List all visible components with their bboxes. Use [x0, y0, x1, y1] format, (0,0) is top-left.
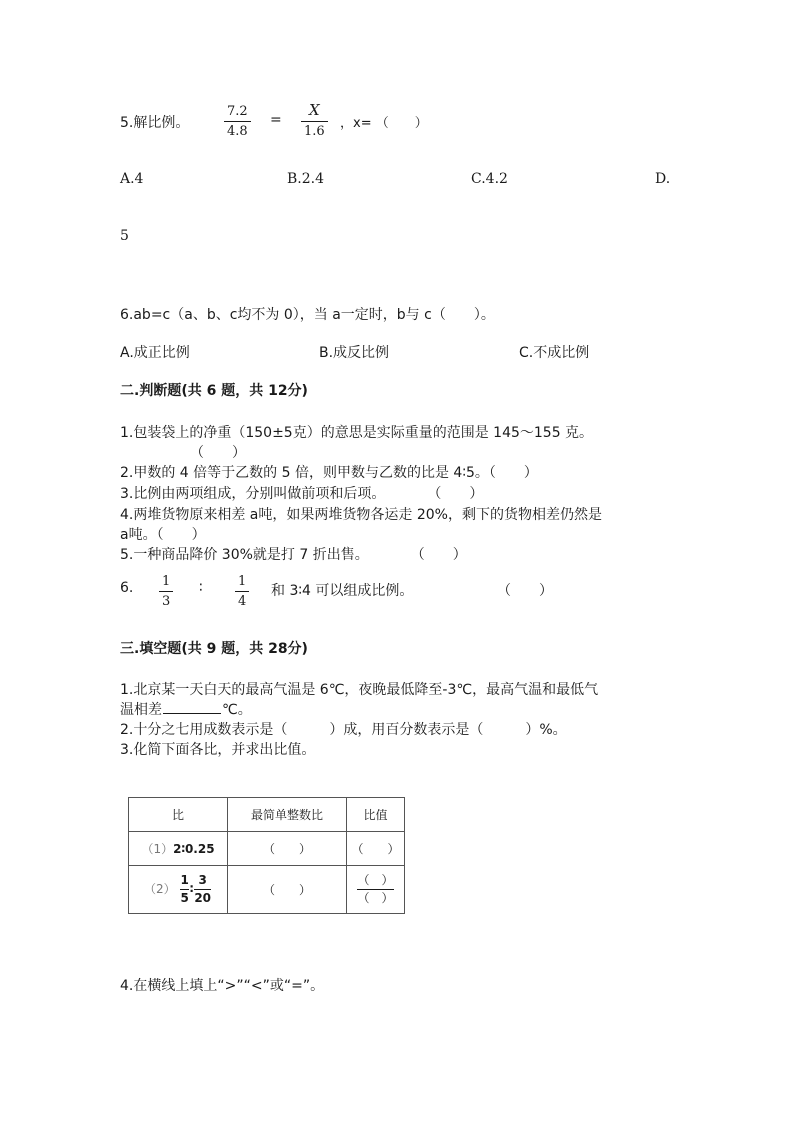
q6-text: 6.ab=c（a、b、c均不为 0），当 a一定时，b与 c（ ）。 — [120, 307, 495, 323]
judge-item-6-colon: ∶ — [199, 580, 203, 596]
fraction-denominator: 4 — [238, 594, 247, 609]
fill-q1-prefix: 温相差 — [120, 702, 162, 718]
header-value: 比值 — [347, 798, 405, 832]
header-ratio: 比 — [129, 798, 228, 832]
row2-label: （2） — [143, 882, 176, 896]
judge-item-5: 5.一种商品降价 30%就是打 7 折出售。 （ ） — [120, 547, 467, 563]
row2-value-num: （ ） — [357, 872, 394, 887]
fraction-bar — [194, 889, 211, 890]
judge-item-3: 3.比例由两项组成，分别叫做前项和后项。 （ ） — [120, 486, 484, 502]
judge-item-2: 2.甲数的 4 倍等于乙数的 5 倍，则甲数与乙数的比是 4∶5。（ ） — [120, 465, 538, 481]
section-2-title: 二.判断题(共 6 题，共 12分) — [120, 383, 308, 399]
q5-fraction-2 — [301, 103, 328, 138]
row2-value-den: （ ） — [357, 891, 394, 905]
q5-prefix: 5.解比例。 — [120, 115, 190, 131]
row1-value[interactable]: （ ） — [347, 832, 405, 866]
fraction-denominator: 20 — [194, 891, 212, 905]
judge-item-1-paren: （ ） — [190, 445, 246, 461]
fraction-denominator: 1.6 — [304, 124, 325, 139]
table-row — [129, 832, 405, 866]
fraction-bar — [357, 889, 393, 890]
q5-suffix: ，x= （ ） — [340, 116, 428, 131]
fraction-denominator: 5 — [180, 891, 189, 905]
fraction-numerator: 3 — [198, 872, 207, 887]
q6-option-c: C.不成比例 — [519, 345, 590, 361]
fill-q1-line1: 1.北京某一天白天的最高气温是 6℃，夜晚最低降至-3℃，最高气温和最低气 — [120, 682, 599, 698]
row2-ratio-cell — [129, 866, 228, 914]
judge-item-6-fraction-1 — [159, 575, 173, 608]
judge-item-1: 1.包装袋上的净重（150±5克）的意思是实际重量的范围是 145～155 克。 — [120, 425, 594, 441]
fill-q1-line2 — [120, 699, 252, 719]
q6-option-a: A.成正比例 — [120, 345, 190, 361]
fill-q1-blank[interactable] — [163, 700, 221, 714]
ratio-table — [128, 797, 405, 914]
row2-value-fraction — [357, 874, 393, 905]
fraction-denominator: 4.8 — [227, 124, 248, 139]
fill-q4: 4.在横线上填上“>”“<”或“=”。 — [120, 978, 325, 994]
fraction-numerator: 7.2 — [227, 104, 248, 119]
fraction-numerator: X — [309, 101, 320, 119]
q5-equals: = — [270, 112, 282, 128]
section-3-title: 三.填空题(共 9 题，共 28分) — [120, 641, 308, 657]
judge-item-6-fraction-2 — [235, 575, 249, 608]
fraction-numerator: 1 — [238, 574, 247, 589]
judge-item-4-line2: a吨。（ ） — [120, 527, 206, 543]
q5-option-d: D. — [655, 171, 671, 187]
q5-fraction-1 — [224, 105, 251, 138]
row2-fraction-2 — [194, 874, 211, 905]
row1-ratio-cell — [129, 832, 228, 866]
judge-item-6-suffix: 和 3∶4 可以组成比例。 — [271, 583, 414, 599]
table-row — [129, 866, 405, 914]
fraction-numerator: 1 — [180, 872, 189, 887]
fraction-bar — [180, 889, 188, 890]
row2-simplest[interactable]: （ ） — [228, 866, 347, 914]
fraction-numerator: 1 — [162, 574, 171, 589]
judge-item-6-paren: （ ） — [497, 583, 553, 599]
table-header-row — [129, 798, 405, 832]
row2-colon: ∶ — [189, 882, 194, 896]
q5-option-a: A.4 — [120, 171, 144, 187]
fraction-denominator: 3 — [162, 594, 171, 609]
q5-option-c: C.4.2 — [471, 171, 508, 187]
row1-ratio: 2∶0.25 — [173, 842, 215, 856]
q5-option-d-value: 5 — [120, 228, 129, 244]
fill-q1-suffix: ℃。 — [222, 702, 252, 718]
row1-label: （1） — [141, 842, 174, 856]
row2-fraction-1 — [180, 874, 188, 905]
q5-option-b: B.2.4 — [287, 171, 325, 187]
row2-value-cell[interactable] — [347, 866, 405, 914]
judge-item-6-prefix: 6. — [120, 580, 134, 596]
q6-option-b: B.成反比例 — [319, 345, 390, 361]
fill-q3: 3.化简下面各比，并求出比值。 — [120, 742, 316, 758]
fill-q2: 2.十分之七用成数表示是（ ）成，用百分数表示是（ ）%。 — [120, 722, 567, 738]
row1-simplest[interactable]: （ ） — [228, 832, 347, 866]
judge-item-4-line1: 4.两堆货物原来相差 a吨，如果两堆货物各运走 20%，剩下的货物相差仍然是 — [120, 507, 602, 523]
header-simplest: 最简单整数比 — [228, 798, 347, 832]
